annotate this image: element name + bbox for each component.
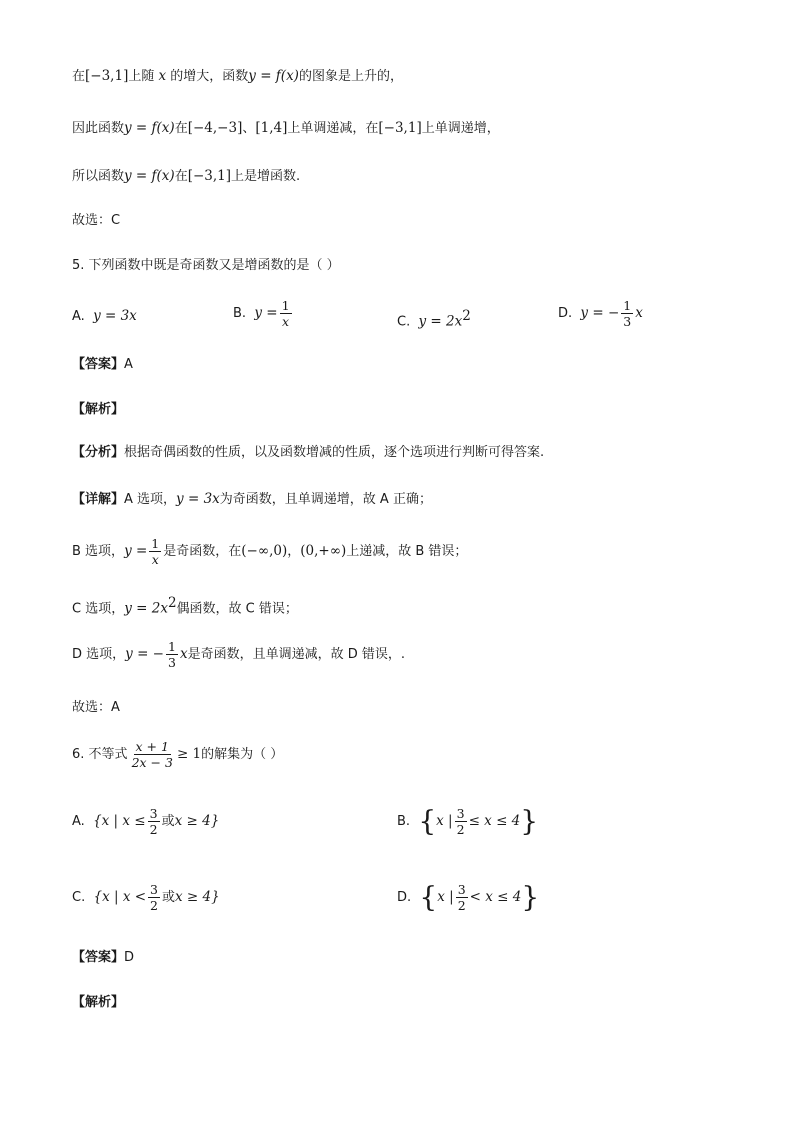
numerator: x + 1: [135, 739, 169, 754]
text: 所以函数: [72, 169, 125, 184]
numerator: 3: [456, 806, 465, 821]
exponent: 2: [167, 595, 177, 611]
math: (0,+∞): [300, 543, 347, 559]
option-label: C.: [397, 314, 411, 330]
option-label: A.: [72, 814, 85, 829]
left-brace-icon: {: [419, 880, 438, 914]
math: y = f(x): [124, 120, 175, 136]
option-6a: [72, 806, 219, 837]
text-line-2: [72, 118, 500, 139]
question-number: 6.: [72, 747, 85, 762]
option-5c: [397, 306, 471, 332]
option-label: B.: [397, 814, 411, 829]
denominator: 2x − 3: [131, 755, 173, 770]
question-text: 的解集为（ ）: [201, 747, 284, 762]
text: 上递减，故 B 错误；: [346, 544, 468, 559]
math: y = 2x: [124, 600, 168, 617]
math: [−3,1]: [187, 168, 232, 184]
math: x ≥ 4}: [174, 813, 220, 829]
answer-choice-5: 故选：A: [72, 700, 120, 715]
question-text: 不等式: [88, 747, 128, 762]
option-6b: [397, 806, 538, 837]
numerator: 1: [168, 639, 176, 654]
option-5b: [233, 298, 294, 329]
exponent: 2: [462, 308, 471, 324]
text: 上随: [128, 69, 155, 84]
option-6c: [72, 882, 220, 913]
math: y = f(x): [124, 168, 175, 184]
math: y = −: [125, 646, 164, 662]
analysis-5-heading: 【解析】: [72, 402, 125, 417]
answer-5: [72, 355, 133, 375]
math: [−3,1]: [85, 68, 129, 84]
fraction: [149, 536, 161, 567]
math: y =: [124, 543, 148, 559]
right-brace-icon: }: [520, 804, 539, 838]
left-brace-icon: {: [418, 804, 437, 838]
denominator: x: [282, 314, 290, 329]
math: ≥ 1: [176, 746, 202, 762]
fraction: [130, 739, 175, 770]
denominator: 2: [456, 822, 465, 837]
denominator: 2: [149, 822, 158, 837]
math: (−∞,0): [241, 543, 288, 559]
text: A 选项，: [124, 492, 177, 507]
text: 的增大，函数: [170, 69, 249, 84]
math: [−4,−3]: [187, 120, 243, 136]
text: 、: [242, 121, 256, 136]
text: 的图象是上升的，: [298, 69, 403, 84]
text: 上单调递减，在: [287, 121, 379, 136]
answer-value: A: [124, 357, 133, 372]
text: 在: [174, 169, 188, 184]
question-text: 下列函数中既是奇函数又是增函数的是（ ）: [88, 258, 340, 273]
math: x: [179, 646, 188, 662]
text: 上是增函数.: [231, 169, 301, 184]
text: C 选项，: [72, 601, 125, 617]
fraction: [148, 882, 160, 913]
detail-5c: [72, 593, 298, 619]
answer-tag: 【答案】: [72, 950, 125, 965]
math: ≤ x ≤ 4: [468, 813, 521, 829]
text: 或: [162, 890, 176, 905]
option-label: B.: [233, 306, 247, 321]
math: {x | x <: [93, 889, 147, 905]
fraction: [621, 298, 633, 329]
math: [1,4]: [255, 120, 288, 136]
numerator: 3: [150, 882, 158, 897]
xiangjie-5: [72, 489, 432, 510]
option-label: D.: [558, 306, 573, 321]
math: y =: [254, 305, 278, 321]
text: 偶函数，故 C 错误；: [176, 601, 298, 617]
detail-5d: [72, 639, 405, 670]
fenxi-5: [72, 443, 544, 463]
math: [−3,1]: [378, 120, 422, 136]
xiangjie-tag: 【详解】: [72, 492, 125, 507]
text: D 选项，: [72, 647, 126, 662]
text: 在: [174, 121, 188, 136]
analysis-6-heading: 【解析】: [72, 995, 125, 1010]
text: 上单调递增，: [421, 121, 500, 136]
math: y = 3x: [176, 491, 220, 507]
text: B 选项，: [72, 544, 125, 559]
fraction: [455, 806, 467, 837]
text: 是奇函数，在: [163, 544, 242, 559]
option-6d: [397, 882, 539, 913]
math: {x | x ≤: [93, 813, 146, 829]
text: 是奇函数，且单调递减，故 D 错误，.: [187, 647, 405, 662]
math: x: [635, 305, 643, 321]
answer-choice-line: 故选：C: [72, 213, 121, 228]
fraction: [456, 882, 468, 913]
numerator: 3: [457, 882, 466, 897]
text: 或: [161, 814, 175, 829]
text-line-3: [72, 166, 300, 187]
text-line-1: [72, 66, 403, 87]
math: y = f(x): [248, 68, 299, 84]
numerator: 1: [151, 536, 160, 551]
math: x |: [437, 889, 454, 905]
option-label: D.: [397, 890, 412, 905]
denominator: 2: [457, 898, 466, 913]
math: x: [158, 68, 167, 84]
fraction: [166, 639, 178, 670]
answer-tag: 【答案】: [72, 357, 125, 372]
math: x ≥ 4}: [175, 889, 220, 905]
fenxi-tag: 【分析】: [72, 445, 125, 460]
fenxi-text: 根据奇偶函数的性质，以及函数增减的性质，逐个选项进行判断可得答案.: [124, 445, 545, 460]
right-brace-icon: }: [521, 880, 540, 914]
math: y = 3x: [93, 308, 137, 324]
detail-5b: [72, 536, 467, 567]
denominator: 3: [168, 655, 176, 670]
option-label: C.: [72, 890, 86, 905]
math: < x ≤ 4: [469, 889, 522, 905]
denominator: x: [151, 552, 159, 567]
text: ，: [287, 544, 301, 559]
math: y = 2x: [418, 313, 463, 330]
question-5: [72, 256, 340, 276]
denominator: 3: [623, 314, 632, 329]
answer-6: [72, 948, 134, 968]
text: 为奇函数，且单调递增，故 A 正确；: [219, 492, 432, 507]
option-label: A.: [72, 309, 85, 324]
option-5d: [558, 298, 643, 329]
numerator: 1: [623, 298, 632, 313]
option-5a: [72, 306, 137, 327]
math: x |: [436, 813, 453, 829]
math: y = −: [580, 305, 620, 321]
numerator: 3: [149, 806, 158, 821]
question-number: 5.: [72, 258, 85, 273]
text: 在: [72, 69, 86, 84]
denominator: 2: [150, 898, 158, 913]
answer-value: D: [124, 950, 135, 965]
question-6: [72, 739, 283, 770]
text: 因此函数: [72, 121, 125, 136]
numerator: 1: [281, 298, 290, 313]
fraction: [280, 298, 292, 329]
fraction: [148, 806, 160, 837]
